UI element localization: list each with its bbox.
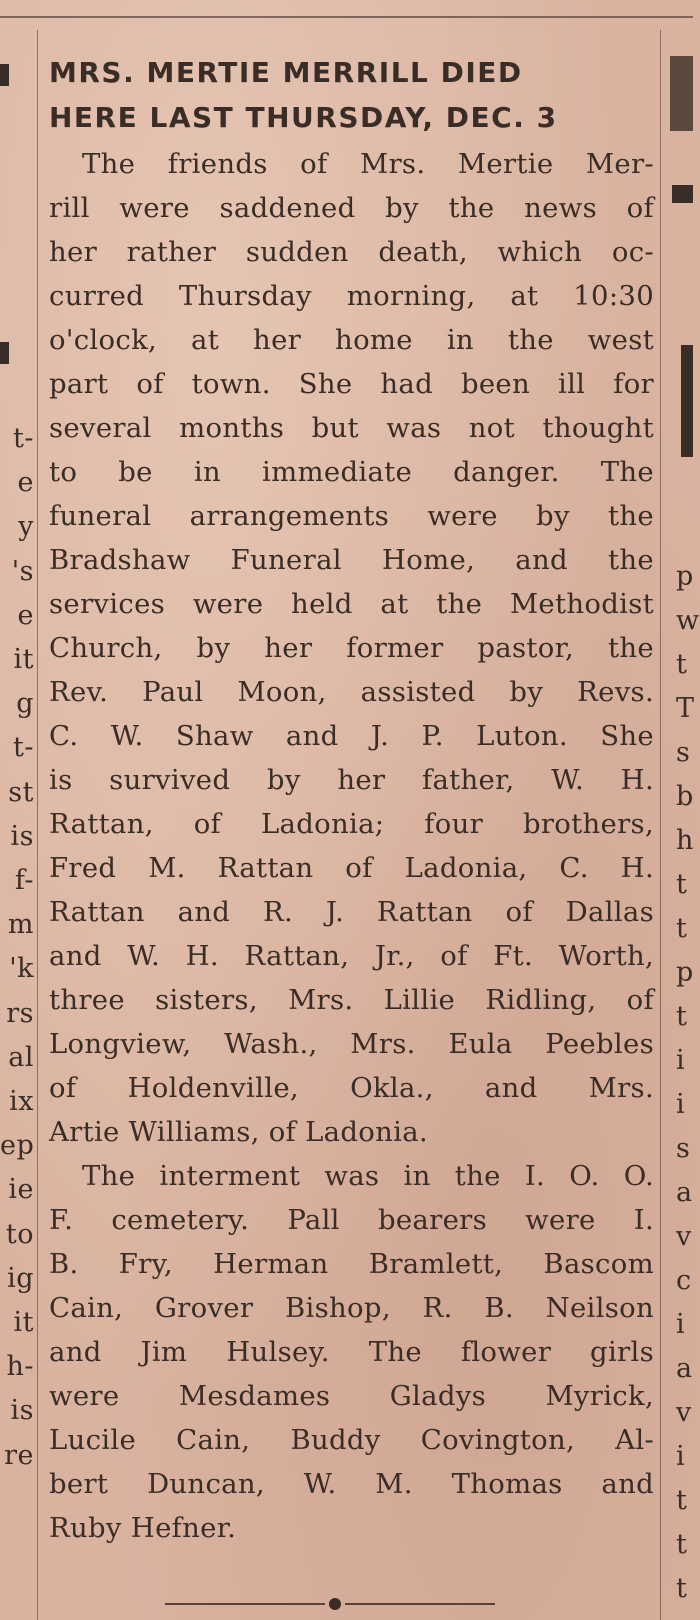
- adjacent-column-fragment: is: [10, 1395, 34, 1427]
- adjacent-column-fragment: t-: [13, 423, 34, 454]
- adjacent-column-fragment: t: [676, 913, 688, 944]
- adjacent-column-fragment: t: [676, 1573, 688, 1604]
- adjacent-column-fragment: e: [17, 599, 34, 631]
- article-line: services were held at the Methodist: [49, 588, 654, 620]
- adjacent-column-fragment: a: [676, 1177, 693, 1208]
- article-paragraph: [49, 142, 654, 1154]
- adjacent-column-fragment: t: [676, 1485, 688, 1516]
- article-line: Rattan, of Ladonia; four brothers,: [49, 808, 654, 840]
- article-line: o'clock, at her home in the west: [49, 324, 654, 356]
- adjacent-column-fragment: T: [676, 693, 695, 724]
- article-line: and Jim Hulsey. The flower girls: [49, 1336, 654, 1368]
- article-line: bert Duncan, W. M. Thomas and: [49, 1468, 654, 1500]
- left-ink-mark: [0, 342, 9, 364]
- adjacent-column-fragment: c: [676, 1265, 692, 1296]
- article-line: Cain, Grover Bishop, R. B. Neilson: [49, 1292, 654, 1324]
- article-line: C. W. Shaw and J. P. Luton. She: [49, 720, 654, 752]
- adjacent-column-fragment: t: [676, 869, 688, 900]
- adjacent-column-fragment: g: [16, 688, 34, 720]
- adjacent-column-fragment: ix: [9, 1086, 34, 1117]
- article-line: F. cemetery. Pall bearers were I.: [49, 1204, 654, 1236]
- adjacent-column-fragment: f-: [14, 865, 34, 896]
- adjacent-column-fragment: w: [676, 605, 700, 636]
- article-line: were Mesdames Gladys Myrick,: [49, 1380, 654, 1412]
- article-line: B. Fry, Herman Bramlett, Bascom: [49, 1248, 654, 1280]
- adjacent-column-fragment: m: [7, 909, 34, 941]
- obituary-article: [49, 50, 654, 1550]
- adjacent-column-fragment: s: [676, 737, 691, 768]
- adjacent-column-fragment: h: [676, 825, 694, 856]
- article-line: Church, by her former pastor, the: [49, 632, 654, 664]
- ornament-bullet-icon: [329, 1598, 341, 1610]
- article-line: Lucile Cain, Buddy Covington, Al-: [49, 1424, 654, 1456]
- article-line: is survived by her father, W. H.: [49, 764, 654, 796]
- adjacent-column-fragment: st: [8, 776, 34, 808]
- adjacent-column-fragment: h-: [6, 1351, 34, 1383]
- ornament-divider: [165, 1597, 495, 1611]
- adjacent-column-fragment: e: [17, 467, 34, 499]
- adjacent-column-fragment: is: [10, 820, 34, 852]
- adjacent-column-fragment: p: [676, 957, 694, 988]
- right-column-rule: [660, 30, 661, 1620]
- article-line: several months but was not thought: [49, 412, 654, 444]
- article-body: [49, 142, 654, 1550]
- article-line: Bradshaw Funeral Home, and the: [49, 544, 654, 576]
- adjacent-column-fragment: it: [13, 644, 34, 675]
- article-line: her rather sudden death, which oc-: [49, 236, 654, 268]
- adjacent-column-fragment: 'k: [9, 953, 34, 985]
- article-line: The friends of Mrs. Mertie Mer-: [82, 148, 654, 180]
- article-line: of Holdenville, Okla., and Mrs.: [49, 1072, 654, 1104]
- headline-line-1: MRS. MERTIE MERRILL DIED: [49, 56, 523, 89]
- article-line: Artie Williams, of Ladonia.: [49, 1116, 428, 1148]
- adjacent-column-fragment: t: [676, 649, 688, 680]
- adjacent-column-fragment: it: [13, 1307, 34, 1338]
- adjacent-column-fragment: i: [676, 1045, 686, 1076]
- adjacent-column-fragment: ie: [8, 1174, 34, 1206]
- adjacent-column-fragment: ep: [0, 1130, 35, 1162]
- article-line: Ruby Hefner.: [49, 1512, 237, 1544]
- adjacent-column-fragment: b: [676, 781, 694, 812]
- article-line: Fred M. Rattan of Ladonia, C. H.: [49, 852, 654, 884]
- adjacent-column-fragment: i: [676, 1309, 686, 1340]
- article-headline: [49, 50, 654, 140]
- adjacent-column-fragment: i: [676, 1089, 686, 1120]
- left-column-rule: [37, 30, 38, 1620]
- adjacent-column-fragment: t: [676, 1001, 688, 1032]
- article-line: part of town. She had been ill for: [49, 368, 654, 400]
- right-ink-mark: [672, 185, 693, 203]
- article-paragraph: [49, 1154, 654, 1550]
- adjacent-column-fragment: s: [676, 1133, 691, 1164]
- adjacent-column-fragment: re: [4, 1439, 34, 1471]
- adjacent-column-fragment: t: [676, 1529, 688, 1560]
- top-column-rule: [0, 16, 693, 18]
- article-line: rill were saddened by the news of: [49, 192, 654, 224]
- adjacent-column-fragment: p: [676, 561, 694, 592]
- adjacent-column-fragment: ig: [7, 1262, 34, 1294]
- article-line: Rattan and R. J. Rattan of Dallas: [49, 896, 654, 928]
- article-line: The interment was in the I. O. O.: [82, 1160, 654, 1192]
- adjacent-column-fragment: a: [676, 1353, 693, 1384]
- article-line: and W. H. Rattan, Jr., of Ft. Worth,: [49, 940, 654, 972]
- right-column-bar: [681, 345, 693, 457]
- adjacent-column-fragment: t-: [13, 732, 34, 764]
- article-line: Longview, Wash., Mrs. Eula Peebles: [49, 1028, 654, 1060]
- headline-line-2: HERE LAST THURSDAY, DEC. 3: [49, 101, 558, 134]
- article-line: to be in immediate danger. The: [49, 456, 654, 488]
- adjacent-column-fragment: i: [676, 1441, 686, 1472]
- adjacent-column-fragment: y: [18, 511, 34, 543]
- adjacent-column-fragment: v: [676, 1397, 692, 1428]
- adjacent-column-fragment: rs: [6, 997, 34, 1029]
- right-headline-ink-mark: [670, 56, 693, 131]
- adjacent-column-fragment: to: [5, 1218, 34, 1250]
- adjacent-column-fragment: 's: [11, 555, 34, 587]
- left-headline-ink-mark: [0, 64, 9, 86]
- article-line: curred Thursday morning, at 10:30: [49, 280, 654, 312]
- article-line: funeral arrangements were by the: [49, 500, 654, 532]
- adjacent-column-fragment: v: [676, 1221, 692, 1252]
- article-line: three sisters, Mrs. Lillie Ridling, of: [49, 984, 654, 1016]
- adjacent-column-fragment: al: [8, 1041, 34, 1073]
- article-line: Rev. Paul Moon, assisted by Revs.: [49, 676, 654, 708]
